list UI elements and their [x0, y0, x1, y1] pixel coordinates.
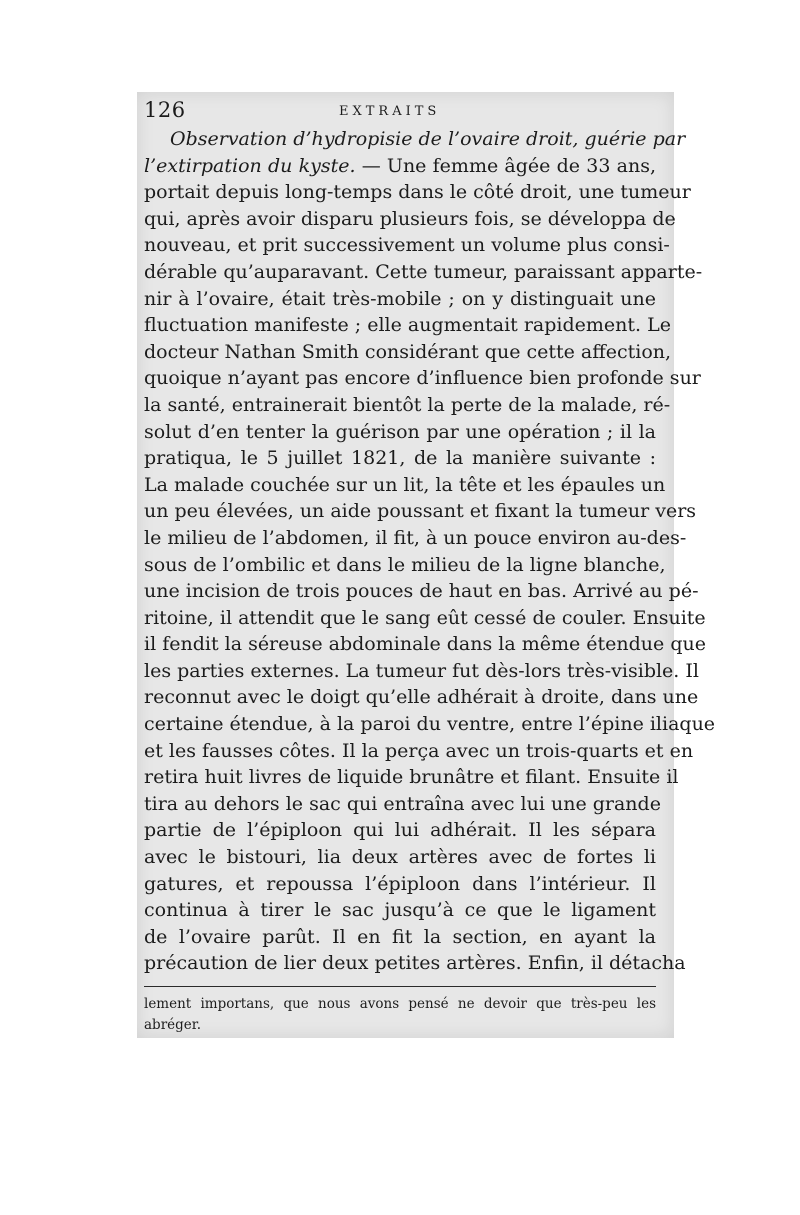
- text-line: précaution de lier deux petites artères. Enfin, il détacha: [144, 952, 686, 975]
- observation-title-continued: l’extirpation du kyste.: [144, 154, 356, 177]
- running-head: EXTRAITS: [339, 104, 441, 119]
- text-line: continua à tirer le sac jusqu’à ce que le ligament: [144, 899, 656, 922]
- text-line: solut d’en tenter la guérison par une opération ; il la: [144, 420, 656, 443]
- text-line: fluctuation manifeste ; elle augmentait rapidement. Le: [144, 314, 671, 337]
- text-line: sous de l’ombilic et dans le milieu de la ligne blanche,: [144, 553, 666, 576]
- footnote-divider: [144, 986, 656, 987]
- text-line: partie de l’épiploon qui lui adhérait. Il les sépara: [144, 819, 656, 842]
- text-line: la santé, entrainerait bientôt la perte de la malade, ré-: [144, 393, 671, 416]
- text-line: pratiqua, le 5 juillet 1821, de la manière suivante :: [144, 447, 656, 470]
- text-line: nouveau, et prit successivement un volume plus consi-: [144, 234, 670, 257]
- text-line: et les fausses côtes. Il la perça avec un trois-quarts et en: [144, 739, 694, 762]
- footnote-line: lement importans, que nous avons pensé ne devoir que très-peu les: [144, 996, 656, 1012]
- text-line: docteur Nathan Smith considérant que cette affection,: [144, 340, 672, 363]
- text-line: retira huit livres de liquide brunâtre et filant. Ensuite il: [144, 766, 679, 789]
- text-line: tira au dehors le sac qui entraîna avec lui une grande: [144, 792, 661, 815]
- text-line: les parties externes. La tumeur fut dès-lors très-visible. Il: [144, 659, 699, 682]
- body-text: [144, 126, 716, 977]
- text-line: de l’ovaire parût. Il en fit la section, en ayant la: [144, 925, 656, 948]
- footnote: [144, 994, 656, 1036]
- text-line-title: [144, 126, 686, 153]
- text-line: une incision de trois pouces de haut en bas. Arrivé au pé-: [144, 580, 699, 603]
- text-line: portait depuis long-temps dans le côté droit, une tumeur: [144, 181, 691, 204]
- page-header: [144, 96, 664, 126]
- text-line: dérable qu’auparavant. Cette tumeur, paraissant apparte-: [144, 260, 703, 283]
- text-line-2: [144, 153, 656, 180]
- text-line: gatures, et repoussa l’épiploon dans l’intérieur. Il: [144, 872, 656, 895]
- text-line: ritoine, il attendit que le sang eût cessé de couler. Ensuite: [144, 606, 706, 629]
- text-line: quoique n’ayant pas encore d’influence bien profonde sur: [144, 367, 701, 390]
- text-line: certaine étendue, à la paroi du ventre, entre l’épine iliaque: [144, 713, 716, 736]
- page-number: 126: [144, 98, 186, 122]
- text-line-2-rest: — Une femme âgée de 33 ans,: [361, 154, 656, 177]
- footnote-line: abréger.: [144, 1017, 202, 1033]
- text-line: La malade couchée sur un lit, la tête et les épaules un: [144, 473, 666, 496]
- text-line: avec le bistouri, lia deux artères avec de fortes li: [144, 846, 656, 869]
- text-line: un peu élevées, un aide poussant et fixant la tumeur vers: [144, 500, 697, 523]
- text-line: nir à l’ovaire, était très-mobile ; on y distinguait une: [144, 287, 656, 310]
- observation-title: Observation d’hydropisie de l’ovaire droit, guérie par: [170, 128, 686, 150]
- text-line: reconnut avec le doigt qu’elle adhérait à droite, dans une: [144, 686, 699, 709]
- text-line: il fendit la séreuse abdominale dans la même étendue que: [144, 633, 706, 656]
- text-line: qui, après avoir disparu plusieurs fois, se développa de: [144, 207, 676, 230]
- text-line: le milieu de l’abdomen, il fit, à un pouce environ au-des-: [144, 526, 687, 549]
